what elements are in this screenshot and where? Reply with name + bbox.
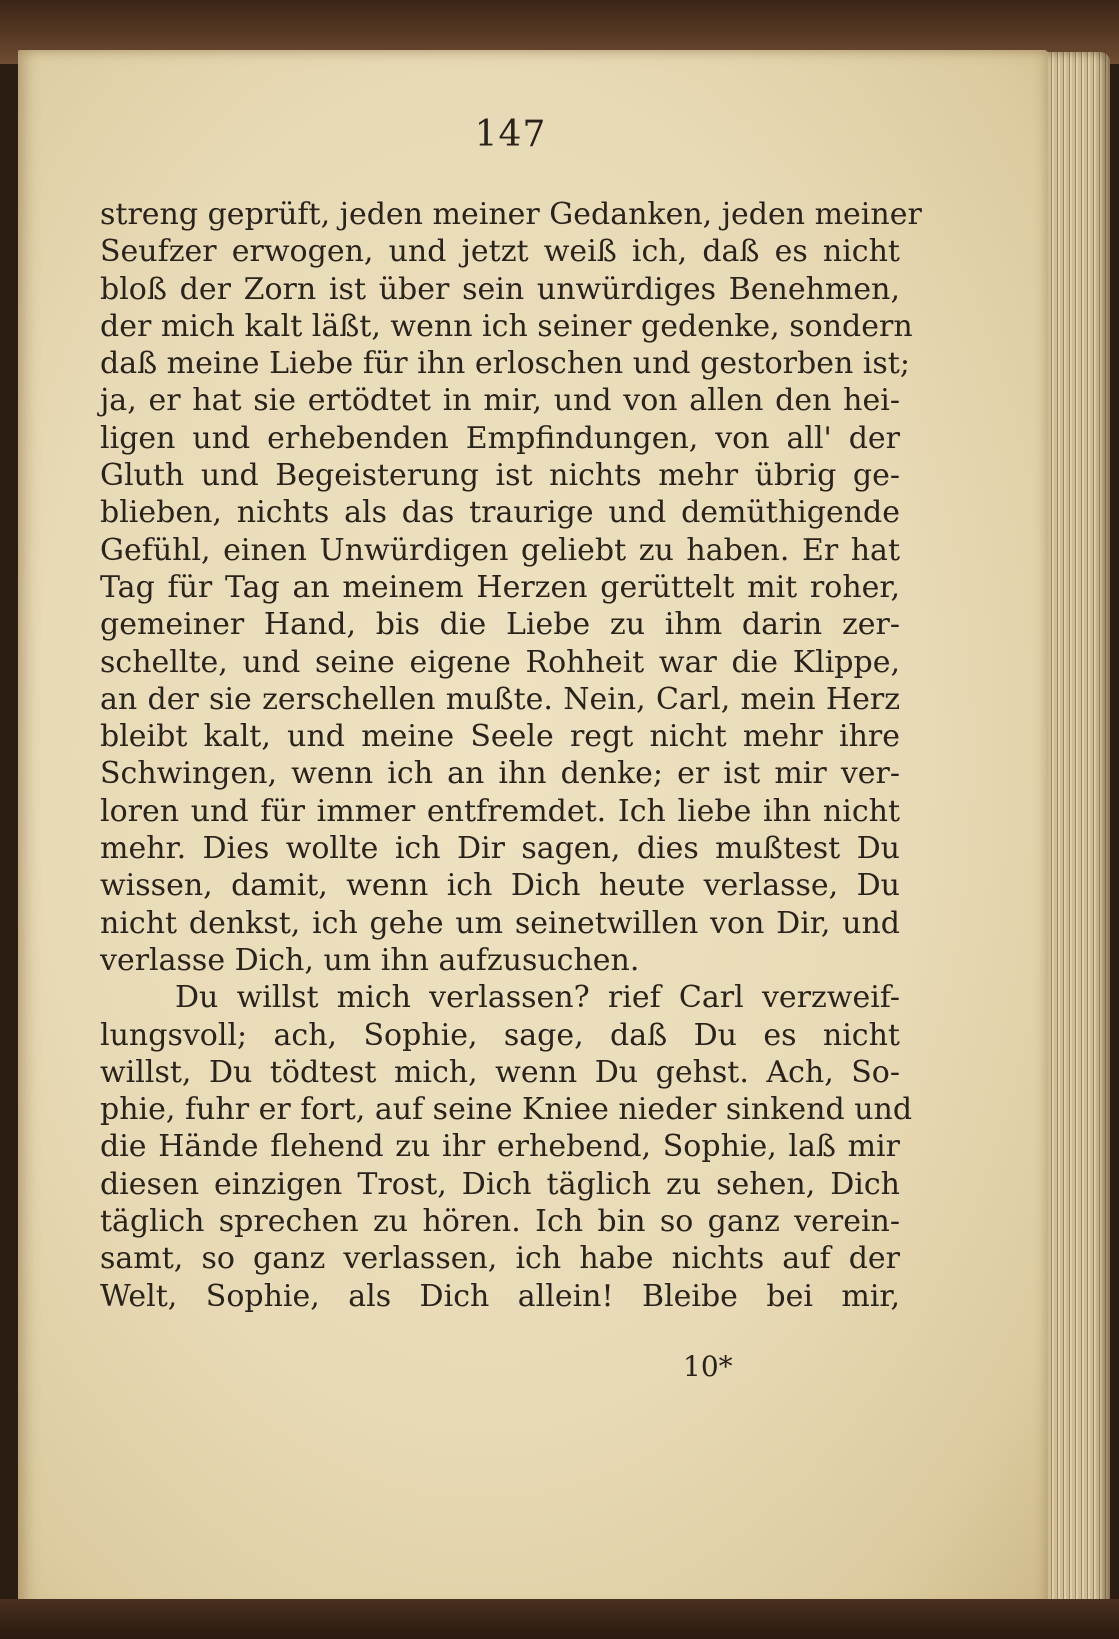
text-line: ja, er hat sie ertödtet in mir, und von allen den hei- <box>100 383 900 419</box>
text-line: Du willst mich verlassen? rief Carl verzweif- <box>175 980 900 1016</box>
text-line: täglich sprechen zu hören. Ich bin so ganz verein- <box>100 1204 900 1240</box>
text-line: Gluth und Begeisterung ist nichts mehr übrig ge- <box>100 458 900 494</box>
text-line: Tag für Tag an meinem Herzen gerüttelt mit roher, <box>100 569 900 605</box>
text-line: willst, Du tödtest mich, wenn Du gehst. Ach, So- <box>100 1054 900 1090</box>
text-line: die Hände flehend zu ihr erhebend, Sophie, laß mir <box>100 1129 900 1165</box>
text-line: mehr. Dies wollte ich Dir sagen, dies mußtest Du <box>100 831 900 867</box>
text-line: wissen, damit, wenn ich Dich heute verlasse, Du <box>100 868 900 904</box>
page-number: 147 <box>474 114 547 155</box>
text-line: ligen und erhebenden Empfindungen, von all' der <box>100 420 900 456</box>
text-line: lungsvoll; ach, Sophie, sage, daß Du es nicht <box>100 1017 900 1053</box>
text-line: blieben, nichts als das traurige und demüthigende <box>100 495 900 531</box>
text-line: daß meine Liebe für ihn erloschen und gestorben ist; <box>100 346 910 382</box>
text-line: nicht denkst, ich gehe um seinetwillen von Dir, und <box>100 905 900 941</box>
text-line: gemeiner Hand, bis die Liebe zu ihm darin zer- <box>100 607 900 643</box>
text-line: bloß der Zorn ist über sein unwürdiges Benehmen, <box>100 271 900 307</box>
page-text <box>100 196 922 1315</box>
text-line: der mich kalt läßt, wenn ich seiner gedenke, sondern <box>100 308 913 344</box>
text-line: Welt, Sophie, als Dich allein! Bleibe bei mir, <box>100 1278 900 1314</box>
text-line: bleibt kalt, und meine Seele regt nicht mehr ihre <box>100 719 900 755</box>
text-line: streng geprüft, jeden meiner Gedanken, jeden meiner <box>100 197 922 232</box>
text-line: Seufzer erwogen, und jetzt weiß ich, daß es nicht <box>100 234 900 270</box>
text-line: an der sie zerschellen mußte. Nein, Carl, mein Herz <box>100 681 900 717</box>
text-line: diesen einzigen Trost, Dich täglich zu sehen, Dich <box>100 1166 900 1202</box>
text-line: samt, so ganz verlassen, ich habe nichts auf der <box>100 1241 900 1277</box>
text-line: phie, fuhr er fort, auf seine Kniee nieder sinkend und <box>100 1092 913 1128</box>
text-line: Schwingen, wenn ich an ihn denke; er ist mir ver- <box>100 756 900 792</box>
book-cover-bottom-edge <box>0 1599 1119 1639</box>
signature-mark: 10* <box>683 1350 733 1383</box>
text-line: verlasse Dich, um ihn aufzusuchen. <box>100 942 640 978</box>
text-line: schellte, und seine eigene Rohheit war die Klippe, <box>100 644 900 680</box>
text-line: Gefühl, einen Unwürdigen geliebt zu haben. Er hat <box>100 532 900 568</box>
text-line: loren und für immer entfremdet. Ich liebe ihn nicht <box>100 793 900 829</box>
book-page <box>18 50 1048 1610</box>
